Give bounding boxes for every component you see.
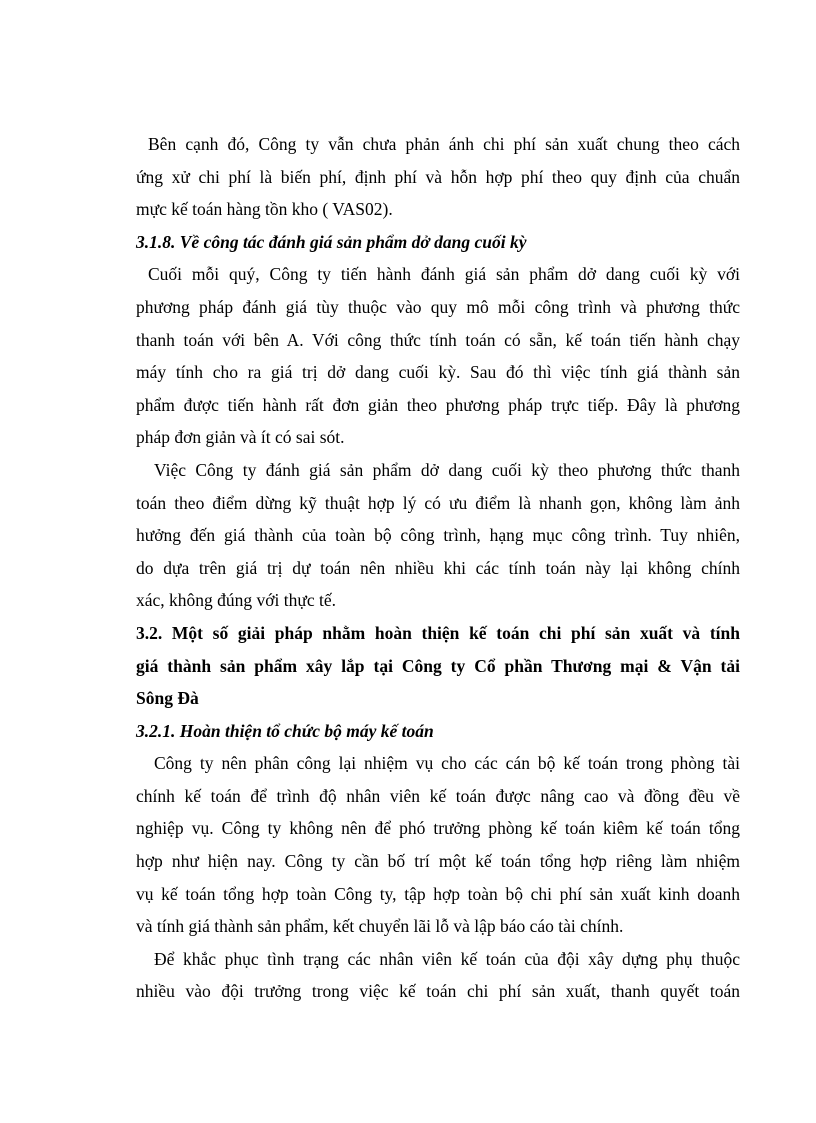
text-line: thanh toán với bên A. Với công thức tính toán có sẵn, kế toán tiến hành chạy [136, 329, 740, 350]
text-line: vụ kế toán tổng hợp toàn Công ty, tập hợp toàn bộ chi phí sản xuất kinh doanh [136, 883, 740, 904]
text-line: hưởng đến giá thành của toàn bộ công trình, hạng mục công trình. Tuy nhiên, [136, 525, 740, 546]
text-line: mực kế toán hàng tồn kho ( VAS02). [136, 199, 393, 220]
text-line: toán theo điểm dừng kỹ thuật hợp lý có ưu điểm là nhanh gọn, không làm ảnh [136, 492, 740, 513]
subsection-heading [136, 715, 740, 748]
heading-line: 3.2.1. Hoàn thiện tổ chức bộ máy kế toán [136, 720, 434, 741]
text-line: Cuối mỗi quý, Công ty tiến hành đánh giá sản phẩm dở dang cuối kỳ với [148, 264, 740, 285]
text-line: nghiệp vụ. Công ty không nên để phó trưởng phòng kế toán kiêm kế toán tổng [136, 818, 740, 839]
heading-line: 3.1.8. Về công tác đánh giá sản phẩm dở dang cuối kỳ [136, 231, 527, 252]
text-line: Việc Công ty đánh giá sản phẩm dở dang cuối kỳ theo phương thức thanh [154, 459, 740, 480]
text-line: Để khắc phục tình trạng các nhân viên kế toán của đội xây dựng phụ thuộc [154, 948, 740, 969]
text-line: và tính giá thành sản phẩm, kết chuyển lãi lỗ và lập báo cáo tài chính. [136, 916, 624, 937]
text-line: do dựa trên giá trị dự toán nên nhiều khi các tính toán này lại không chính [136, 557, 740, 578]
text-line: máy tính cho ra giá trị dở dang cuối kỳ. Sau đó thì việc tính giá thành sản [136, 362, 740, 383]
text-line: nhiều vào đội trưởng trong việc kế toán chi phí sản xuất, thanh quyết toán [136, 981, 740, 1002]
text-line: xác, không đúng với thực tế. [136, 590, 337, 611]
document-page [136, 128, 740, 1008]
text-line: Bên cạnh đó, Công ty vẫn chưa phản ánh chi phí sản xuất chung theo cách [148, 134, 740, 154]
heading-line: Sông Đà [136, 688, 199, 709]
heading-line: giá thành sản phẩm xây lắp tại Công ty Cổ phần Thương mại & Vận tải [136, 655, 740, 676]
text-line: Công ty nên phân công lại nhiệm vụ cho các cán bộ kế toán trong phòng tài [154, 753, 740, 774]
paragraph [136, 128, 740, 226]
paragraph [136, 747, 740, 943]
text-line: ứng xử chi phí là biến phí, định phí và hỗn hợp phí theo quy định của chuẩn [136, 166, 740, 187]
heading-line: 3.2. Một số giải pháp nhằm hoàn thiện kế toán chi phí sản xuất và tính [136, 622, 740, 643]
text-line: chính kế toán để trình độ nhân viên kế toán được nâng cao và đồng đều về [136, 785, 740, 806]
text-line: pháp đơn giản và ít có sai sót. [136, 427, 345, 448]
text-line: phương pháp đánh giá tùy thuộc vào quy mô mỗi công trình và phương thức [136, 296, 740, 317]
text-line: hợp như hiện nay. Công ty cần bố trí một kế toán tổng hợp riêng làm nhiệm [136, 851, 740, 872]
section-heading [136, 226, 740, 259]
section-heading [136, 617, 740, 715]
paragraph [136, 258, 740, 454]
paragraph [136, 454, 740, 617]
paragraph [136, 943, 740, 1008]
text-line: phẩm được tiến hành rất đơn giản theo phương pháp trực tiếp. Đây là phương [136, 394, 740, 415]
